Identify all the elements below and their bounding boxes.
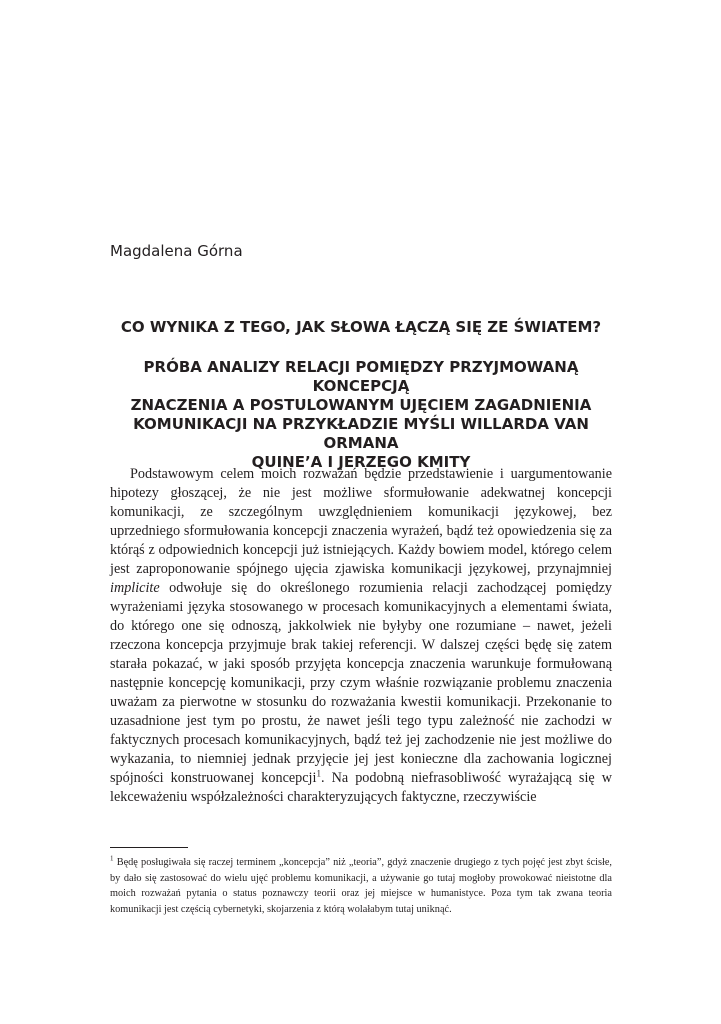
author-name: Magdalena Górna <box>110 242 243 260</box>
subtitle-line: PRÓBA ANALIZY RELACJI POMIĘDZY PRZYJMOWANĄ KONCEPCJĄ <box>143 358 579 395</box>
text-segment: Podstawowym celem moich rozważań będzie przedstawienie i uargumentowanie hipotezy głoszącej, że nie jest możliwe sformułowanie adekwatnej koncepcji komunikacji, ze szczególnym uwzględnieniem komunikacji językowej, bez uprzedniego sformułowania koncepcji znaczenia wyrażeń, bądź też opowiedzenia się za którąś z odpowiednich koncepcji już istniejących. Każdy bowiem model, którego celem jest zaproponowanie spójnego ujęcia zjawiska komunikacji językowej, przynajmniej <box>110 466 612 577</box>
footnote <box>110 855 612 917</box>
body-text <box>110 465 612 807</box>
article-subtitle <box>110 358 612 472</box>
footnote-text: Będę posługiwała się raczej terminem „koncepcja” niż „teoria”, gdyż znaczenie drugiego z tych pojęć jest zbyt ścisłe, by dało się zastosować do wielu ujęć problemu komunikacji, a używanie go tutaj mogłoby prowokować nieistotne dla moich rozważań pytania o status poznawczy teorii oraz jej miejsce w humanistyce. Poza tym tak zwana teoria komunikacji jest częścią cybernetyki, skojarzenia z którą wolałabym tutaj uniknąć. <box>110 857 613 915</box>
subtitle-line: QUINE’A I JERZEGO KMITY <box>251 453 471 471</box>
footnote-number: 1 <box>110 854 114 863</box>
article-title: CO WYNIKA Z TEGO, JAK SŁOWA ŁĄCZĄ SIĘ ZE ŚWIATEM? <box>120 318 602 336</box>
paragraph <box>110 465 612 807</box>
footnote-divider <box>110 847 188 848</box>
text-segment: odwołuje się do określonego rozumienia relacji zachodzącej pomiędzy wyrażeniami języka stosowanego w procesach komunikacyjnych a elementami świata, do którego one się odnoszą, jakkolwiek nie byłyby one rozumiane – nawet, jeżeli rzeczona koncepcja przyjmuje brak takiej referencji. W dalszej części będę się zatem starała pokazać, w jaki sposób przyjęta koncepcja znaczenia warunkuje formułowaną następnie koncepcję komunikacji, przy czym właśnie rozwiązanie problemu znaczenia uważam za pierwotne w stosunku do rozważania kwestii komunikacji. Przekonanie to uzasadnione jest tym po prostu, że nawet jeśli tego typu zależność nie zachodzi w faktycznych procesach komunikacyjnych, bądź też jej zachodzenie nie jest możliwe do wykazania, to niemniej jednak przyjęcie jej jest konieczne dla zachowania logicznej spójności konstruowanej koncepcji <box>110 580 612 786</box>
italic-term: implicite <box>110 580 160 596</box>
subtitle-line: ZNACZENIA A POSTULOWANYM UJĘCIEM ZAGADNIENIA <box>130 396 592 414</box>
subtitle-line: KOMUNIKACJI NA PRZYKŁADZIE MYŚLI WILLARDA VAN ORMANA <box>133 415 589 452</box>
footnote-ref[interactable]: 1 <box>316 768 321 779</box>
text-segment: . Na podobną niefrasobliwość wyrażającą się w lekceważeniu współzależności charakteryzujących faktyczne, rzeczywiście <box>110 770 613 805</box>
